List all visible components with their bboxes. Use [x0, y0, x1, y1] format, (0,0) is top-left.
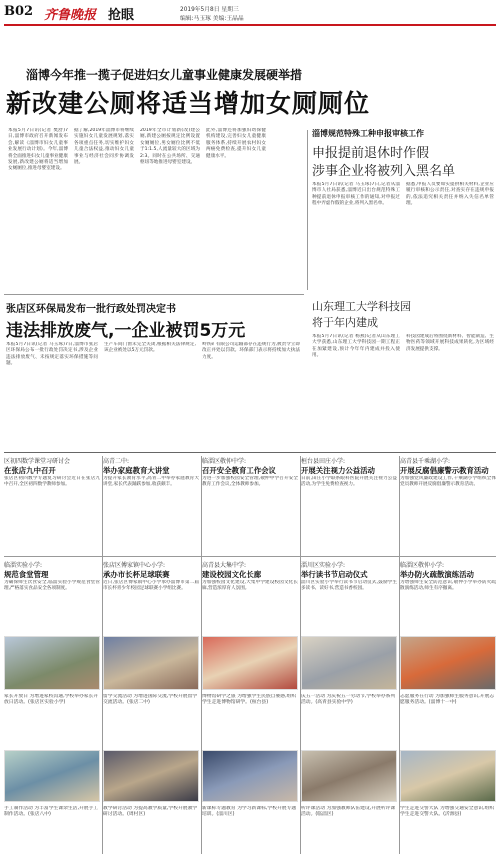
- lead-vertical-rule: [307, 130, 308, 290]
- right-middle-col-2: 科技园建成后将围绕新材料、智能制造、生物医药等领域开展科技成果转化,为区域经济发展提供支撑。: [406, 334, 494, 352]
- news-box-header: 张店区傅家镇中心小学:: [103, 562, 166, 569]
- news-box-text: 近日,张店区傅家镇中心小学承办淄博市第二届市长杯青少年校园足球联赛小学组比赛。: [103, 580, 199, 592]
- middle-left-col-2: 生产车间门窗未完全关闭,根据相关法律规定,该企业被处以5万元罚款。: [104, 342, 196, 354]
- news-box-header: 临淄区敬仲中学:: [202, 458, 247, 465]
- news-box: [202, 560, 298, 632]
- lead-col-4: 此外,淄博还将加强妇幼保健机构建设,完善妇女儿童健康服务体系,持续开展农村妇女两癌免费检查,提升妇女儿童健康水平。: [206, 128, 266, 159]
- news-box: [202, 456, 298, 542]
- news-box: [301, 456, 397, 542]
- news-box: [400, 560, 496, 632]
- photo-caption: 志愿服务在行动 为加强师生服务意识,开展志愿服务活动。(淄博十一中): [400, 694, 495, 706]
- photo: [4, 636, 100, 690]
- right-top-headline-1: 申报提前退休时作假: [312, 146, 430, 161]
- editor-line: 编辑:马玉琢 美编:王晶晶: [180, 16, 244, 22]
- photo-caption: 听评课活动 为加强教师队伍建设,开展听评课活动。(临淄区): [301, 806, 396, 818]
- news-box: [103, 560, 199, 632]
- photo-row-2: [4, 750, 496, 854]
- photo: [301, 636, 397, 690]
- news-box-title: 开展关注视力公益活动: [301, 466, 375, 475]
- photo: [202, 750, 298, 802]
- news-box-text: 为确保师生饮食安全,临淄实验小学规范食堂管理,严格落实食品安全各项制度。: [4, 580, 100, 592]
- photo-caption: 新课标专题教育 为学习新课标,学校开展专题培训。(淄川区): [202, 806, 297, 818]
- photo-caption: 教学研讨活动 为提高教学质量,学校开展教学研讨活动。(周村区): [103, 806, 198, 818]
- page-number: B02: [4, 4, 34, 19]
- photo-caption: 博物馆研学之旅 为增强学生民族自豪感,组织学生走进博物馆研学。(桓台县): [202, 694, 297, 706]
- photo: [301, 750, 397, 802]
- right-middle-story: [312, 298, 496, 448]
- right-middle-headline: 将于年内建成: [312, 316, 378, 329]
- photo-caption: 家长开放日 为增进家校沟通,学校举办家长开放日活动。(张店区实验小学): [4, 694, 99, 706]
- news-box-header: 高青县大集中学:: [202, 562, 247, 569]
- news-box-text: 为提升家长教育水平,高青二中举办家庭教育大讲堂,家长代表踊跃参加,收获颇丰。: [103, 476, 199, 488]
- lead-col-2: 据了解,2019年淄博市将继续实施妇女儿童发展规划,落实各项重点任务,切实维护妇女儿童合法权益,推动妇女儿童事业与经济社会同步协调发展。: [74, 128, 134, 166]
- page-header: [4, 4, 496, 22]
- lead-kicker: 淄博今年推一揽子促进妇女儿童事业健康发展硬举措: [26, 68, 303, 82]
- news-box-text: 为加强校园文化建设,大集中学建设校园文化长廊,营造浓厚育人氛围。: [202, 580, 298, 592]
- masthead-logo: 齐鲁晚报: [44, 8, 97, 23]
- section-name: 抢眼: [108, 8, 135, 23]
- grid-top-rule: [4, 452, 496, 453]
- photo-caption: 手工制作活动 为丰富学生课余生活,开展手工制作活动。(张店八中): [4, 806, 99, 818]
- photo: [400, 750, 496, 802]
- news-box-header: 高青二中:: [103, 458, 130, 465]
- photo: [202, 636, 298, 690]
- photo: [103, 636, 199, 690]
- photo-caption: 学生走进交警大队 为增强交通安全意识,组织学生走进交警大队。(沂源县): [400, 806, 495, 818]
- news-box-text: 为增强师生安全防范意识,敬仲小学举办防火疏散演练活动,师生有序撤离。: [400, 580, 496, 592]
- right-top-kicker: 淄博规范特殊工种申报审核工作: [312, 129, 424, 138]
- mid-horizontal-rule: [4, 294, 304, 295]
- news-box-title: 建设校园文化长廊: [202, 570, 262, 579]
- school-news-grid: [4, 456, 496, 632]
- news-box-title: 举行读书节启动仪式: [301, 570, 368, 579]
- news-box-header: 临淄实验小学:: [4, 562, 43, 569]
- news-box: [400, 456, 496, 542]
- news-box-header: 区初四数学课堂习研讨会: [4, 458, 71, 465]
- photo: [400, 636, 496, 690]
- middle-left-headline: 违法排放废气,一企业被罚5万元: [6, 321, 246, 341]
- lead-headline: 新改建公厕将适当增加女厕厕位: [6, 89, 371, 118]
- news-box-title: 举办家庭教育大讲堂: [103, 466, 170, 475]
- photo: [4, 750, 100, 802]
- grid-row-rule: [4, 556, 496, 557]
- photo-caption: 庆五一活动 为庆祝五一劳动节,学校举办系列活动。(高青县实验中学): [301, 694, 396, 706]
- news-box-title: 规范食堂管理: [4, 570, 49, 579]
- news-box: [4, 560, 100, 632]
- right-middle-col-1: 本报5月7日讯(记者 杨燕)记者从山东理工大学获悉,山东理工大学科技园一期工程正在加紧建设,预计今年年内建成并投入使用。: [312, 334, 400, 359]
- news-box-header: 桓台县田庄小学:: [301, 458, 346, 465]
- news-box-title: 承办市长杯足球联赛: [103, 570, 170, 579]
- news-box-text: 淄川区实验小学举行读书节启动仪式,鼓励学生多读书、读好书,营造书香校园。: [301, 580, 397, 592]
- news-box-title: 举办防火疏散演练活动: [400, 570, 474, 579]
- news-box-text: 为加强党风廉政建设工作,千乘湖小学组织全体党员教师开展反腐倡廉警示教育活动。: [400, 476, 496, 488]
- news-box-title: 召开安全教育工作会议: [202, 466, 276, 475]
- news-box: [4, 456, 100, 542]
- lead-col-1: 本报5月7日讯(记者 樊舒)7日,淄博市政府召开新闻发布会,解读《淄博市妇女儿童事业发展行动计划》。今年,淄博将全面推进妇女儿童事业健康发展,新改建公厕将适当增加女厕厕位,推进母婴室建设。: [8, 128, 68, 172]
- middle-left-story: [4, 298, 304, 448]
- news-box: [301, 560, 397, 632]
- news-box-header: 高青县千乘湖小学:: [400, 458, 451, 465]
- news-box-text: 张店区初四数学专题复习研讨会近日在张店九中召开,全区初四数学教师参加。: [4, 476, 100, 488]
- middle-left-col-3: 岭铁矿有限公司运输部存在违规行为,被责令立即改正并处以罚款。环保部门表示将持续加大执法力度。: [202, 342, 300, 360]
- photo-caption: 留学交流活动 为增进国际交流,学校开展留学交流活动。(张店二中): [103, 694, 198, 706]
- news-box-header: 淄川区实验小学:: [301, 562, 346, 569]
- middle-left-col-1: 本报5月7日讯(记者 马玉琢)7日,淄博市张店区环保局公布一批行政处罚决定书,涉及企业违法排放废气、未按规定落实环保措施等问题。: [6, 342, 98, 367]
- news-box-text: 日前,田庄小学联系眼科医院开展关注视力公益活动,为学生免费检查视力。: [301, 476, 397, 488]
- middle-left-kicker: 张店区环保局发布一批行政处罚决定书: [6, 304, 176, 315]
- news-box: [103, 456, 199, 542]
- right-top-headline-2: 涉事企业将被列入黑名单: [312, 164, 456, 179]
- right-top-col-1: 本报5月7日讯(记者 马玉琢)7日,记者从淄博市人社局获悉,淄博近日出台规范特殊工种提前退休申报审核工作的通知,对申报过程中弄虚作假的企业,将列入黑名单。: [312, 182, 400, 207]
- news-box-header: 临淄区敬仲小学:: [400, 562, 445, 569]
- lead-col-3: 2019年全市计划新(改)建公厕,新建公厕按规定比例设置女厕厕位,男女厕位比例不低于1:1.5,人流量较大的区域为2:3。同时在公共场所、交通枢纽等地推进母婴室建设。: [140, 128, 200, 166]
- news-box-title: 在张店九中召开: [4, 466, 56, 475]
- right-top-col-2: 据悉,申报人员要如实提供相关材料,企业应履行审核和公示责任,对查实存在违规申报的,依法追究相关责任并纳入失信名单管理。: [406, 182, 494, 207]
- photo-row-1: [4, 636, 496, 746]
- right-top-story: [312, 128, 496, 292]
- header-rule: [4, 24, 496, 26]
- right-middle-kicker: 山东理工大学科技园: [312, 300, 411, 313]
- date-line: 2019年5月8日 星期三: [180, 7, 239, 13]
- photo: [103, 750, 199, 802]
- news-box-title: 开展反腐倡廉警示教育活动: [400, 466, 489, 475]
- news-box-text: 为进一步加强校园安全管理,敬仲中学召开安全教育工作会议,全体教师参加。: [202, 476, 298, 488]
